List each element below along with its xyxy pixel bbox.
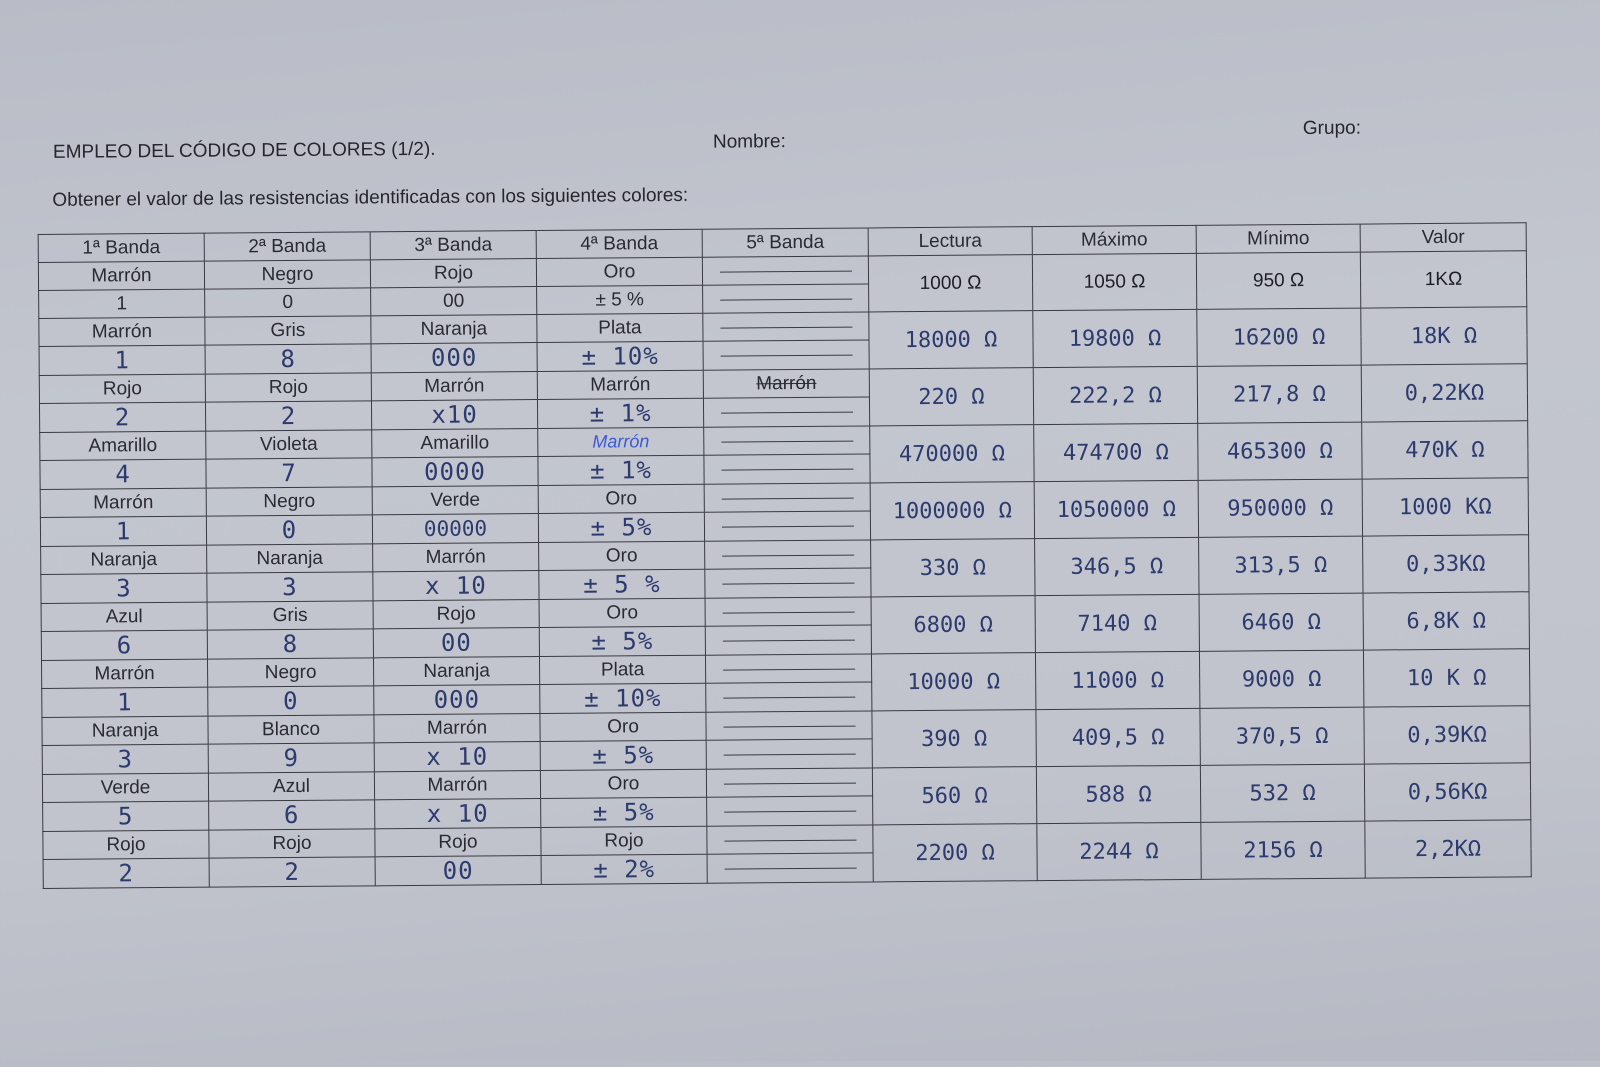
- band-color-cell: Marrón: [40, 488, 206, 517]
- banda5-blank-line: [707, 796, 873, 826]
- band-color-cell: Naranja: [373, 657, 539, 686]
- valor-cell: 2,2KΩ: [1365, 820, 1531, 878]
- band-digit-cell: 1: [40, 516, 206, 546]
- band-digit-cell: 00: [373, 628, 539, 658]
- lectura-cell: 560 Ω: [872, 767, 1036, 825]
- band-digit-cell: 3: [207, 572, 373, 602]
- banda5-blank-line: [703, 397, 869, 427]
- band-digit-cell: 1: [39, 289, 205, 318]
- banda5-blank-line: [704, 454, 870, 484]
- banda5-blank-line: [705, 597, 871, 626]
- band-color-cell: Marrón: [703, 369, 869, 398]
- banda5-blank-line: [706, 682, 872, 712]
- valor-cell: 18K Ω: [1361, 307, 1527, 365]
- band-color-cell: Naranja: [41, 545, 207, 574]
- valor-cell: 470K Ω: [1362, 421, 1528, 479]
- banda5-blank-line: [705, 568, 871, 598]
- nombre-label: Nombre:: [712, 131, 786, 153]
- col-header-banda4: 4ª Banda: [536, 229, 702, 258]
- band-color-cell: Blanco: [208, 715, 374, 744]
- grupo-label: Grupo:: [1302, 117, 1362, 140]
- minimo-cell: 950000 Ω: [1198, 479, 1362, 537]
- valor-cell: 0,39KΩ: [1364, 706, 1530, 764]
- band-digit-cell: ± 5%: [541, 797, 707, 827]
- band-color-cell: Oro: [540, 769, 706, 798]
- band-digit-cell: 0: [205, 288, 371, 317]
- banda5-blank-line: [705, 625, 871, 655]
- band-digit-cell: ± 5 %: [539, 569, 705, 599]
- band-color-cell: Oro: [539, 598, 705, 627]
- band-color-cell: Oro: [538, 484, 704, 513]
- banda5-blank-line: [707, 853, 873, 883]
- banda5-blank-line: [705, 654, 871, 683]
- band-color-cell: Rojo: [205, 373, 371, 402]
- band-digit-cell: 00000: [372, 514, 538, 544]
- band-digit-cell: 8: [205, 344, 371, 374]
- minimo-cell: 465300 Ω: [1198, 422, 1362, 480]
- band-digit-cell: 0: [206, 515, 372, 545]
- lectura-cell: 390 Ω: [872, 710, 1036, 768]
- banda5-blank-line: [706, 739, 872, 769]
- band-digit-cell: ± 10%: [537, 341, 703, 371]
- banda5-blank-line: [703, 312, 869, 341]
- band-color-cell: Negro: [207, 658, 373, 687]
- maximo-cell: 222,2 Ω: [1033, 366, 1197, 424]
- lectura-cell: 470000 Ω: [870, 425, 1034, 483]
- band-digit-cell: 5: [43, 801, 209, 831]
- minimo-cell: 217,8 Ω: [1197, 365, 1361, 423]
- lectura-cell: 1000 Ω: [868, 255, 1032, 312]
- valor-cell: 0,33KΩ: [1363, 535, 1529, 593]
- band-color-cell: Marrón: [39, 317, 205, 346]
- band-digit-cell: 3: [41, 573, 207, 603]
- lectura-cell: 220 Ω: [869, 368, 1033, 426]
- band-digit-cell: 9: [208, 743, 374, 773]
- band-color-cell: Azul: [41, 602, 207, 631]
- band-color-cell: Plata: [537, 313, 703, 342]
- col-header-minimo: Mínimo: [1196, 224, 1360, 253]
- band-digit-cell: 2: [39, 402, 205, 432]
- maximo-cell: 346,5 Ω: [1035, 537, 1199, 595]
- band-color-cell: Rojo: [209, 829, 375, 858]
- band-digit-cell: x10: [371, 400, 537, 430]
- banda5-blank-line: [704, 511, 870, 541]
- band-color-cell: Plata: [539, 655, 705, 684]
- col-header-banda2: 2ª Banda: [204, 232, 370, 261]
- band-color-cell: Naranja: [42, 716, 208, 745]
- band-digit-cell: ± 5%: [539, 626, 705, 656]
- band-digit-cell: 2: [205, 401, 371, 431]
- band-color-cell: Amarillo: [372, 429, 538, 458]
- minimo-cell: 313,5 Ω: [1199, 536, 1363, 594]
- band-color-cell: Rojo: [370, 259, 536, 288]
- band-color-cell: Gris: [207, 601, 373, 630]
- valor-cell: 0,22KΩ: [1361, 364, 1527, 422]
- valor-cell: 1KΩ: [1360, 251, 1526, 308]
- band-digit-cell: 0: [208, 686, 374, 716]
- maximo-cell: 7140 Ω: [1035, 594, 1199, 652]
- banda5-blank-line: [706, 768, 872, 797]
- band-color-cell: Rojo: [541, 826, 707, 855]
- band-digit-cell: 6: [209, 800, 375, 830]
- band-color-cell: Marrón: [373, 543, 539, 572]
- band-color-cell: Oro: [536, 257, 702, 286]
- resistor-table: [38, 222, 1532, 889]
- band-color-cell: Marrón: [41, 659, 207, 688]
- band-color-cell: Marrón: [538, 427, 704, 456]
- lectura-cell: 330 Ω: [871, 539, 1035, 597]
- col-header-maximo: Máximo: [1032, 225, 1196, 254]
- band-color-cell: Marrón: [371, 372, 537, 401]
- band-digit-cell: x 10: [374, 742, 540, 772]
- valor-cell: 6,8K Ω: [1363, 592, 1529, 650]
- banda5-blank-line: [703, 284, 869, 313]
- maximo-cell: 588 Ω: [1036, 765, 1200, 823]
- maximo-cell: 409,5 Ω: [1036, 708, 1200, 766]
- minimo-cell: 6460 Ω: [1199, 593, 1363, 651]
- worksheet-title: EMPLEO DEL CÓDIGO DE COLORES (1/2).: [52, 138, 436, 163]
- band-digit-cell: 4: [40, 459, 206, 489]
- lectura-cell: 1000000 Ω: [870, 482, 1034, 540]
- col-header-banda3: 3ª Banda: [370, 231, 536, 260]
- band-color-cell: Negro: [204, 260, 370, 289]
- band-digit-cell: 00: [371, 287, 537, 316]
- band-color-cell: Oro: [540, 712, 706, 741]
- band-digit-cell: 8: [207, 629, 373, 659]
- band-digit-cell: ± 10%: [540, 683, 706, 713]
- band-digit-cell: ± 5 %: [537, 285, 703, 314]
- band-color-cell: Amarillo: [40, 431, 206, 460]
- band-color-cell: Rojo: [39, 374, 205, 403]
- band-color-cell: Azul: [208, 772, 374, 801]
- maximo-cell: 1050000 Ω: [1034, 480, 1198, 538]
- valor-cell: 1000 KΩ: [1362, 478, 1528, 536]
- banda5-blank-line: [706, 711, 872, 740]
- band-color-cell: Violeta: [206, 430, 372, 459]
- band-digit-cell: ± 2%: [541, 854, 707, 884]
- col-header-valor: Valor: [1360, 223, 1526, 252]
- lectura-cell: 18000 Ω: [869, 311, 1033, 369]
- band-digit-cell: 2: [43, 858, 209, 888]
- band-digit-cell: 1: [42, 687, 208, 717]
- band-digit-cell: ± 1%: [537, 398, 703, 428]
- band-color-cell: Oro: [539, 541, 705, 570]
- band-color-cell: Verde: [372, 486, 538, 515]
- band-color-cell: Marrón: [374, 771, 540, 800]
- band-color-cell: Rojo: [43, 830, 209, 859]
- band-digit-cell: 6: [41, 630, 207, 660]
- banda5-blank-line: [704, 483, 870, 512]
- maximo-cell: 11000 Ω: [1035, 651, 1199, 709]
- banda5-blank-line: [702, 256, 868, 285]
- valor-cell: 10 K Ω: [1363, 649, 1529, 707]
- band-digit-cell: 0000: [372, 457, 538, 487]
- band-color-cell: Marrón: [38, 261, 204, 290]
- minimo-cell: 370,5 Ω: [1200, 707, 1364, 765]
- band-digit-cell: 7: [206, 458, 372, 488]
- band-digit-cell: 2: [209, 857, 375, 887]
- band-color-cell: Marrón: [374, 714, 540, 743]
- lectura-cell: 6800 Ω: [871, 596, 1035, 654]
- valor-cell: 0,56KΩ: [1364, 763, 1530, 821]
- banda5-blank-line: [707, 825, 873, 854]
- band-digit-cell: x 10: [375, 799, 541, 829]
- band-digit-cell: x 10: [373, 571, 539, 601]
- band-digit-cell: ± 1%: [538, 455, 704, 485]
- maximo-cell: 474700 Ω: [1034, 423, 1198, 481]
- band-digit-cell: ± 5%: [540, 740, 706, 770]
- maximo-cell: 2244 Ω: [1037, 822, 1201, 880]
- band-color-cell: Negro: [206, 487, 372, 516]
- col-header-banda5: 5ª Banda: [702, 228, 868, 257]
- band-digit-cell: 00: [375, 856, 541, 886]
- band-color-cell: Marrón: [537, 370, 703, 399]
- band-digit-cell: 1: [39, 345, 205, 375]
- banda5-blank-line: [705, 540, 871, 569]
- banda5-blank-line: [704, 426, 870, 455]
- lectura-cell: 2200 Ω: [873, 824, 1037, 882]
- maximo-cell: 19800 Ω: [1033, 309, 1197, 367]
- band-color-cell: Rojo: [373, 600, 539, 629]
- band-color-cell: Rojo: [375, 828, 541, 857]
- band-color-cell: Naranja: [207, 544, 373, 573]
- minimo-cell: 16200 Ω: [1197, 308, 1361, 366]
- maximo-cell: 1050 Ω: [1032, 253, 1196, 310]
- minimo-cell: 9000 Ω: [1199, 650, 1363, 708]
- lectura-cell: 10000 Ω: [871, 653, 1035, 711]
- band-digit-cell: 3: [42, 744, 208, 774]
- minimo-cell: 532 Ω: [1200, 764, 1364, 822]
- instruction-text: Obtener el valor de las resistencias identificadas con los siguientes colores:: [52, 184, 689, 211]
- band-color-cell: Verde: [42, 773, 208, 802]
- col-header-banda1: 1ª Banda: [38, 233, 204, 262]
- minimo-cell: 2156 Ω: [1201, 821, 1365, 879]
- col-header-lectura: Lectura: [868, 227, 1032, 256]
- band-digit-cell: 000: [374, 685, 540, 715]
- band-color-cell: Gris: [205, 316, 371, 345]
- band-digit-cell: ± 5%: [538, 512, 704, 542]
- band-digit-cell: 000: [371, 343, 537, 373]
- band-color-cell: Naranja: [371, 315, 537, 344]
- banda5-blank-line: [703, 340, 869, 370]
- minimo-cell: 950 Ω: [1196, 252, 1360, 309]
